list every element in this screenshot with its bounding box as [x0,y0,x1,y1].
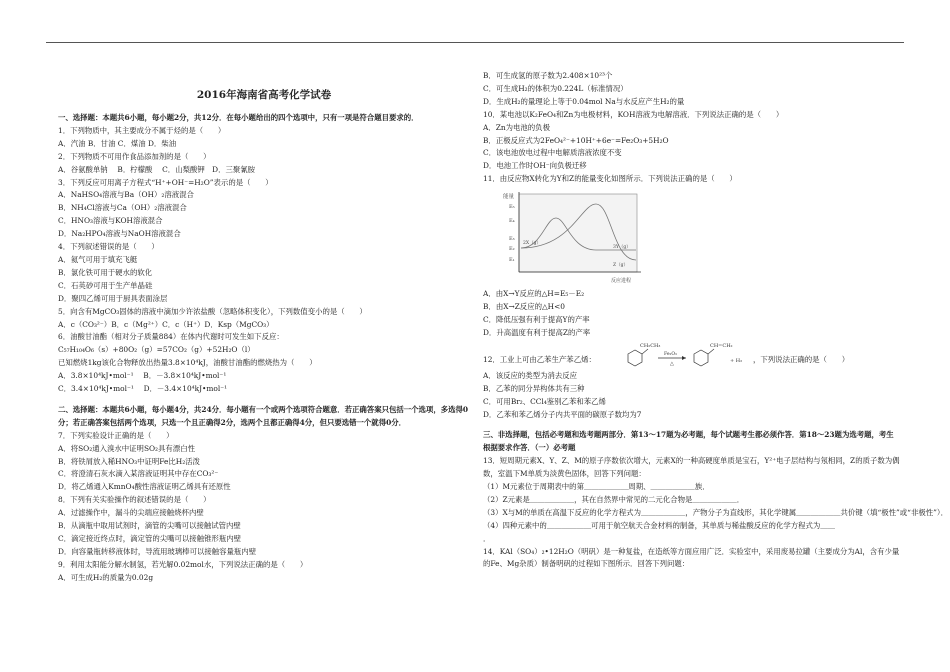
text-line: B．由X→Z反应的△H<0 [483,302,565,312]
right-column [483,70,948,571]
product-group: CH=CH₂ [710,342,733,349]
text-line: A．将SO₂通入溴水中证明SO₂具有漂白性 [58,443,195,453]
text-line: C．降低压强有利于提高Y的产率 [483,314,590,324]
q12-text: 12．工业上可由乙苯生产苯乙烯： [483,354,596,364]
text-line: D．升高温度有利于提高Z的产率 [483,327,591,337]
level-label: E₄ [509,218,515,225]
text-line: 8．下列有关实验操作的叙述错误的是（ ） [58,495,211,505]
level-label: E₁ [509,257,515,264]
level-label: E₅ [509,204,515,211]
text-line: D．Na₂HPO₄溶液与NaOH溶液混合 [58,229,181,239]
text-line: 3．下列反应可用离子方程式“H⁺+OH⁻=H₂O”表示的是（ ） [58,177,273,187]
text-line: B．将铁屑放入稀HNO₃中证明Fe比H₂活泼 [58,456,200,466]
text-line: ． [483,533,491,543]
text-line: A．氦气可用于填充飞艇 [58,254,138,264]
bond [708,349,714,354]
text-line: C．将澄清石灰水滴入某溶液证明其中存在CO₃²⁻ [58,469,219,479]
text-line: D．生成H₂的量理论上等于0.04mol Na与水反应产生H₂的量 [483,96,685,106]
text-line: A．汽油 B．甘油 C．煤油 D．柴油 [58,138,177,148]
text-line: A．过滤操作中，漏斗的尖端应接触烧杯内壁 [58,508,204,518]
text-line: C．可生成H₂的体积为0.224L（标准情况） [483,83,628,93]
text-line: 6．油酸甘油酯（相对分子质量884）在体内代谢时可发生如下反应： [58,332,284,342]
text-line: B．正极反应式为2FeO₄²⁻+10H⁺+6e⁻=Fe₂O₃+5H₂O [483,135,669,145]
text-line: D．聚四乙烯可用于厨具表面涂层 [58,293,168,303]
text-line: A．Zn为电池的负极 [483,122,550,132]
text-line: C．石英砂可用于生产单晶硅 [58,280,153,290]
text-line: A．可生成H₂的质量为0.02g [58,572,154,582]
text-line: A．谷氨酸单钠 B．柠檬酸 C．山梨酸钾 D．三聚氰胺 [58,164,256,174]
text-line: 二、选择题：本题共6小题，每小题4分，共24分．每小题有一个或两个选项符合题意．若正确答案只包括一个选项，多选得0分；若正确答案包括两个选项，只选一个且正确得2分，选两个且都正确得4分，但只要选错一个就得0分． [58,404,469,427]
text-line: 9．利用太阳能分解水制氢，若光解0.02mol水，下列说法正确的是（ ） [58,559,308,569]
text-line: A．3.8×10⁴kJ•mol⁻¹ B．－3.8×10⁴kJ•mol⁻¹ [58,371,227,381]
text-line: D．乙苯和苯乙烯分子内共平面的碳原子数均为7 [483,409,642,419]
text-line: 14．KAl（SO₄）₂•12H₂O（明矾）是一种复盐，在造纸等方面应用广泛．实验室中，采用废易拉罐（主要成分为Al，含有少量的Fe、Mg杂质）制备明矾的过程如下图所示．回答下列问题： [483,546,900,569]
plot-area [519,194,637,272]
text-line: B．氯化铁可用于硬水的软化 [58,267,153,277]
left-column [58,70,470,585]
question-12-line [483,340,901,370]
curve-label: 2X（g） [523,241,541,247]
text-line: C．可用Br₂、CCl₄鉴别乙苯和苯乙烯 [483,396,606,406]
text-line: A．由X→Y反应的△H=E₅－E₂ [483,289,585,299]
header-rule [46,42,904,43]
text-line: （1）M元素位于周期表中的第＿＿＿＿＿＿周期、＿＿＿＿＿＿族． [483,482,710,492]
text-line: D．向容量瓶转移液体时，导流用玻璃棒可以接触容量瓶内壁 [58,546,257,556]
text-line: C₅₇H₁₀₄O₆（s）+80O₂（g）=57CO₂（g）+52H₂O（l） [58,345,255,355]
q12-reaction-svg [618,340,758,370]
energy-diagram-svg [501,188,651,286]
benzene-ring-icon [694,350,708,366]
reactant-group: CH₂CH₃ [640,342,661,349]
text-line: B．从滴瓶中取用试剂时，滴管的尖嘴可以接触试管内壁 [58,521,241,531]
text-line: A．c（CO₃²⁻）B．c（Mg²⁺）C．c（H⁺）D．Ksp（MgCO₃） [58,319,274,329]
text-line: C．3.4×10⁴kJ•mol⁻¹ D．－3.4×10⁴kJ•mol⁻¹ [58,384,228,394]
text-line: （3）X与M的单质在高温下反应的化学方程式为＿＿＿＿＿＿，产物分子为直线形，其化学键属＿＿＿＿＿＿共价键（填“极性”或“非极性”）． [483,507,948,517]
text-line: D．电池工作时OH⁻向负极迁移 [483,161,587,171]
text-line: （2）Z元素是＿＿＿＿＿＿，其在自然界中常见的二元化合物是＿＿＿＿＿＿． [483,494,745,504]
text-line [58,396,470,404]
text-line: （4）四种元素中的＿＿＿＿＿＿可用于航空航天合金材料的制备，其单质与稀盐酸反应的化学方程式为＿＿ [483,520,836,530]
text-line: B．可生成氢的原子数为2.408×10²³个 [483,71,613,80]
catalyst: Fe₂O₃ [664,351,677,357]
text-line: A．该反应的类型为消去反应 [483,370,578,380]
text-line: 13．短周期元素X、Y、Z、M的原子序数依次增大，元素X的一种高硬度单质是宝石，Y²⁺电子层结构与氖相同，Z的质子数为偶数，室温下M单质为淡黄色固体，回答下列问题： [483,456,900,479]
energy-diagram [501,188,651,286]
text-line: C．HNO₃溶液与KOH溶液混合 [58,216,163,226]
text-line: 1．下列物质中，其主要成分不属于烃的是（ ） [58,125,226,135]
text-line: A．NaHSO₄溶液与Ba（OH）₂溶液混合 [58,190,194,200]
y-axis-label: 能量 [503,194,515,201]
level-label: E₃ [509,236,515,243]
curve-label: 3Y（g） [613,245,631,251]
arrow-head-icon [682,356,686,360]
text-line: C．该电池放电过程中电解质溶液浓度不变 [483,148,622,158]
text-line: C．滴定接近终点时，滴定管的尖嘴可以接触锥形瓶内壁 [58,534,242,543]
text-line [483,421,901,429]
level-label: E₂ [509,246,515,253]
text-line: 11．由反应物X转化为Y和Z的能量变化如图所示．下列说法正确的是（ ） [483,174,737,184]
text-line: 10．某电池以K₂FeO₄和Zn为电极材料，KOH溶液为电解溶液．下列说法正确的是（ ） [483,109,784,119]
text-line: B．乙苯的同分异构体共有三种 [483,383,585,393]
text-line: 5．向含有MgCO₃固体的溶液中滴加少许浓盐酸（忽略体积变化），下列数值变小的是（ ） [58,306,367,316]
text-line: B．NH₄Cl溶液与Ca（OH）₂溶液混合 [58,203,187,213]
text-line: 已知燃烧1kg该化合物释放出热量3.8×10⁴kJ，油酸甘油酯的燃烧热为（ ） [58,358,317,368]
text-line: D．将乙烯通入KmnO₄酸性溶液证明乙烯具有还原性 [58,482,231,492]
benzene-ring-icon [628,350,642,366]
condition: △ [670,360,674,367]
x-axis-label: 反应进程 [611,278,632,285]
page-title: 2016年海南省高考化学试卷 [196,89,332,101]
curve-label: Z（g） [613,263,629,269]
q12-text-after: ，下列说法正确的是（ ） [753,354,850,364]
text-line: 7．下列实验设计正确的是（ ） [58,430,174,440]
text-line: 2．下列物质不可用作食品添加剂的是（ ） [58,151,211,161]
text-line: 三、非选择题，包括必考题和选考题两部分．第13～17题为必考题，每个试题考生都必须作答．第18～23题为选考题，考生根据要求作答．（一）必考题 [483,430,894,453]
byproduct: + H₂ [730,357,743,364]
bond [642,349,648,354]
text-line: 一、选择题：本题共6小题，每小题2分，共12分．在每小题给出的四个选项中，只有一项是符合题目要求的． [58,113,419,122]
text-line: 4．下列叙述错误的是（ ） [58,242,159,252]
